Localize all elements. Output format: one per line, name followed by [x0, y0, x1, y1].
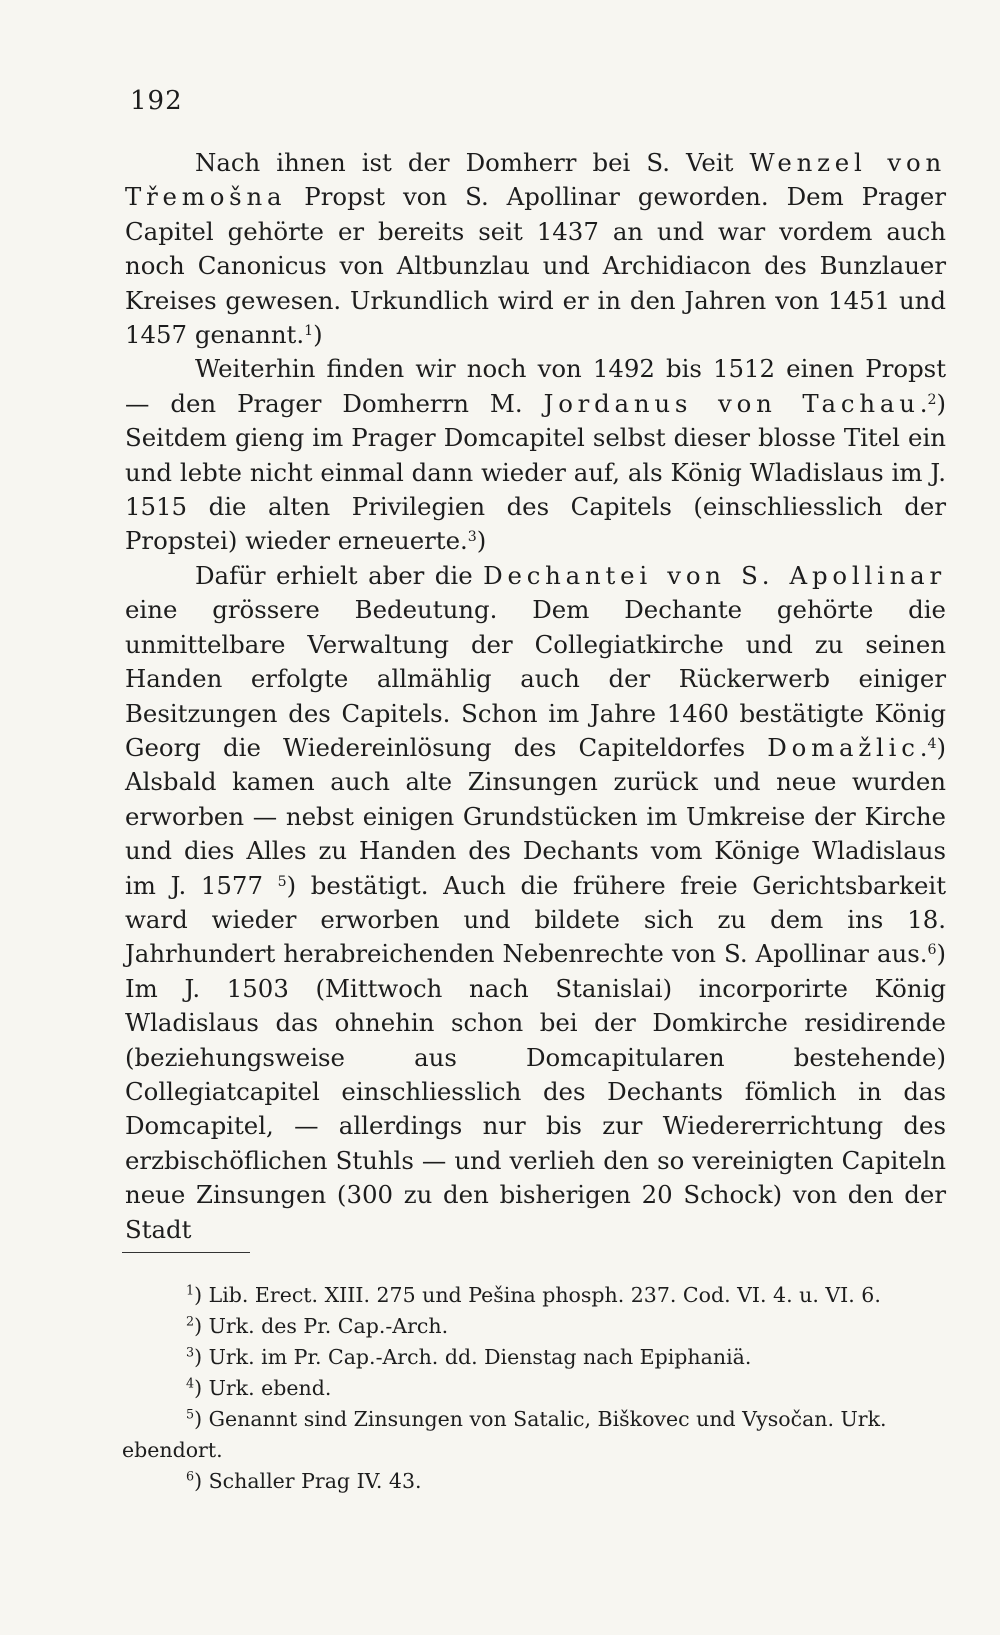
footnote-text: ) Genannt sind Zinsungen von Satalic, Biškovec und Vysočan. Urk. ebendort.: [122, 1407, 887, 1462]
footnote-text: ) Urk. im Pr. Cap.-Arch. dd. Dienstag nach Epiphaniä.: [194, 1345, 752, 1369]
footnote-text: ) Urk. des Pr. Cap.-Arch.: [194, 1314, 449, 1338]
footnote-divider: [122, 1252, 250, 1253]
footnote-ref-5[interactable]: 5: [277, 873, 287, 890]
p2-text-c: ) Seitdem gieng im Prager Domcapitel selbst dieser blosse Titel ein und lebte nicht einmal dann wieder auf, als König Wladislaus im J. 1515 die alten Privilegien des Capitels (einschliesslich der Propstei) wieder erneuerte.: [125, 388, 946, 556]
footnote-text: ) Schaller Prag IV. 43.: [194, 1469, 422, 1493]
footnote-number: 2: [186, 1313, 195, 1329]
p3-text-b: eine grössere Bedeutung. Dem Dechante gehörte die unmittelbare Verwaltung der Collegiatkirche und zu seinen Handen erfolgte allmählig auch der Rückerwerb einiger Besitzungen des Capitels. Schon im Jahre 1460 bestätigte König Georg die Wiedereinlösung des Capiteldorfes: [125, 595, 946, 762]
footnote-6: [122, 1466, 944, 1497]
p1-text-b: Propst von S. Apollinar geworden. Dem Prager Capitel gehörte er bereits seit 1437 an und war vordem auch noch Canonicus von Altbunzlau und Archidiacon des Bunzlauer Kreises gewesen. Urkundlich wird er in den Jahren von 1451 und 1457 genannt.: [125, 182, 946, 350]
p3-text-d: ) Alsbald kamen auch alte Zinsungen zurück und neue wurden erworben — nebst einigen Grundstücken im Umkreise der Kirche und dies Alles zu Handen des Dechants vom Könige Wladislaus im J. 1577: [125, 732, 946, 900]
p1-text-a: Nach ihnen ist der Domherr bei S. Veit: [195, 148, 750, 177]
footnote-2: [122, 1311, 944, 1342]
footnote-ref-2[interactable]: 2: [927, 391, 937, 408]
p1-text-c: ): [313, 320, 323, 350]
footnotes: [122, 1280, 944, 1497]
paragraph-1: [125, 146, 946, 352]
footnote-number: 1: [186, 1282, 195, 1298]
page-number: 192: [130, 86, 183, 116]
footnote-number: 6: [186, 1468, 195, 1484]
footnote-3: [122, 1342, 944, 1373]
footnote-number: 5: [186, 1406, 195, 1422]
p2-text-d: ): [476, 526, 487, 556]
footnote-ref-1[interactable]: 1: [304, 322, 314, 339]
p3-text-f: ) Im J. 1503 (Mittwoch nach Stanislai) incorporirte König Wladislaus das ohnehin schon bei der Domkirche residirende (beziehungsweise aus Domcapitularen bestehende) Collegiatcapitel einschliesslich des Dechants fömlich in das Domcapitel, — allerdings nur bis zur Wiedererrichtung des erzbischöflichen Stuhls — und verlieh den so vereinigten Capiteln neue Zinsungen (300 zu den bisherigen 20 Schock) von den der Stadt: [125, 939, 946, 1244]
main-text: [125, 146, 946, 1247]
p2-text-a: Weiterhin finden wir noch von 1492 bis 1512 einen Propst — den Prager Domherrn M.: [125, 354, 946, 418]
p2-text-b: .: [919, 388, 928, 418]
footnote-ref-4[interactable]: 4: [927, 735, 937, 752]
person-name-wenzel: Wenzel von Třemošna: [125, 148, 946, 212]
p3-text-a: Dafür erhielt aber die: [195, 560, 484, 590]
paragraph-2: [125, 352, 946, 558]
footnote-text: ) Urk. ebend.: [194, 1376, 332, 1400]
footnote-number: 3: [186, 1344, 195, 1360]
footnote-1: [122, 1280, 944, 1311]
footnote-ref-6[interactable]: 6: [927, 942, 937, 959]
footnote-ref-3[interactable]: 3: [467, 529, 477, 546]
place-name-domazlic: Domažlic: [767, 732, 920, 762]
footnote-number: 4: [186, 1375, 195, 1391]
term-dechantei: Dechantei von S. Apollinar: [483, 560, 946, 590]
person-name-jordanus: Jordanus von Tachau: [543, 388, 920, 418]
footnote-4: [122, 1373, 944, 1404]
p3-text-c: .: [919, 732, 928, 762]
footnote-text: ) Lib. Erect. XIII. 275 und Pešina phosph. 237. Cod. VI. 4. u. VI. 6.: [194, 1283, 881, 1307]
footnote-5: [122, 1404, 944, 1466]
paragraph-3: [125, 559, 946, 1247]
p3-text-e: ) bestätigt. Auch die frühere freie Gerichtsbarkeit ward wieder erworben und bildete sich zu dem ins 18. Jahrhundert herabreichenden Nebenrechte von S. Apollinar aus.: [125, 870, 946, 969]
